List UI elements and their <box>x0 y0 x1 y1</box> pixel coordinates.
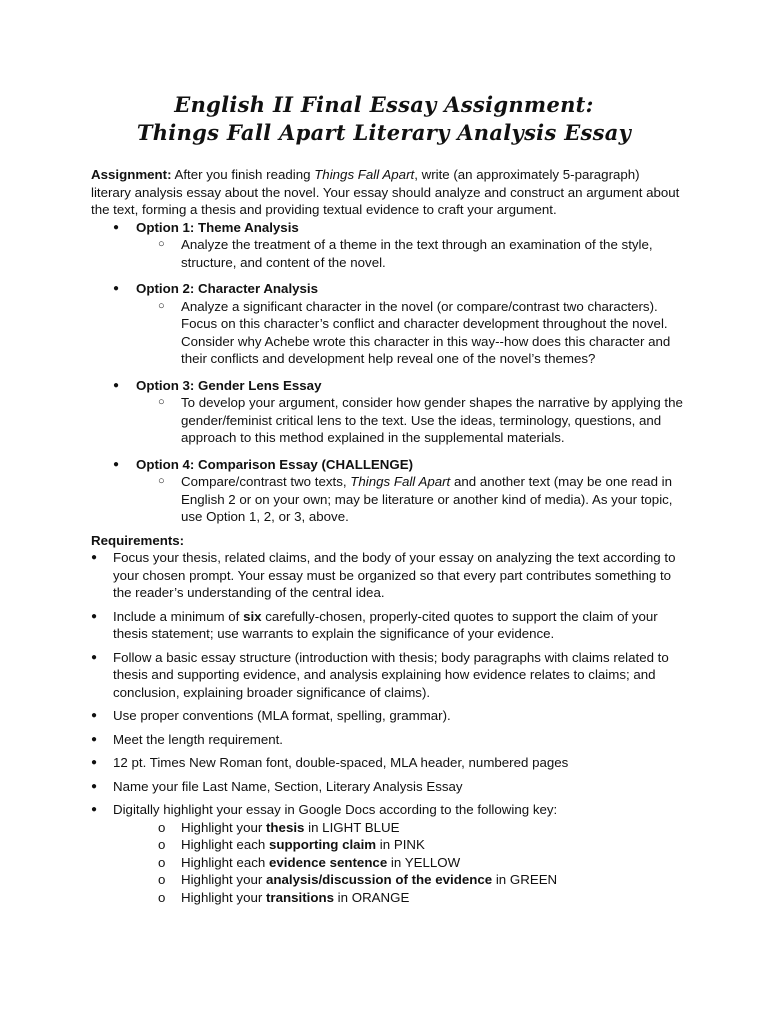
spacer <box>91 271 683 280</box>
option-3-desc-text: To develop your argument, consider how gender shapes the narrative by applying the gender/feminist critical lens to the text. Use the ideas, terminology, questions, and approach to this method explained in the supplemental materials. <box>181 395 683 445</box>
highlight-key-item-analysis <box>91 871 683 889</box>
highlight-pre: Highlight your <box>181 872 266 887</box>
option-2 <box>91 280 683 368</box>
bullet-icon: ● <box>91 733 98 745</box>
option-4 <box>91 456 683 526</box>
requirement-5-text: Meet the length requirement. <box>113 731 284 747</box>
o-bullet-icon: o <box>158 872 166 887</box>
requirement-1-text: Focus your thesis, related claims, and the body of your essay on analyzing the text according to your chosen prompt. Your essay must be organized so that every part contributes something to the reader’s understanding of the central idea. <box>113 550 676 600</box>
requirement-4 <box>91 707 683 725</box>
spacer <box>91 447 683 456</box>
requirement-5 <box>91 731 683 749</box>
assignment-book-title: Things Fall Apart <box>314 167 415 182</box>
bullet-icon: ● <box>91 780 98 792</box>
bullet-icon: ● <box>91 804 98 815</box>
requirement-2 <box>91 608 683 643</box>
option-4-book-title: Things Fall Apart <box>350 474 451 489</box>
assignment-label: Assignment: <box>91 167 172 182</box>
requirement-3 <box>91 649 683 702</box>
highlight-key-item-claim <box>91 836 683 854</box>
bullet-icon: ● <box>91 710 98 721</box>
option-1 <box>91 219 683 272</box>
option-4-title: Option 4: Comparison Essay (CHALLENGE) <box>136 456 414 472</box>
document-title-line-2: Things Fall Apart Literary Analysis Essay <box>136 120 632 145</box>
highlight-bold: thesis <box>266 819 305 835</box>
highlight-post: in PINK <box>376 837 425 852</box>
circle-bullet-icon: ○ <box>158 475 165 487</box>
requirement-2-post: carefully-chosen, properly-cited quotes to support the claim of your thesis statement; use warrants to explain the significance of your evidence. <box>113 608 658 641</box>
highlight-key-item-evidence <box>91 854 683 872</box>
bullet-icon: ● <box>91 610 98 622</box>
assignment-paragraph <box>91 166 683 219</box>
requirement-2-pre: Include a minimum of <box>113 608 244 624</box>
highlight-pre: Highlight each <box>181 854 269 870</box>
assignment-text-2: , write (an approximately 5-paragraph) literary analysis essay about the novel. Your essay should analyze and construct an argument about the text, forming a thesis and providing textual evidence to craft your argument. <box>91 167 680 217</box>
option-3-description <box>136 394 683 447</box>
requirement-6-text: 12 pt. Times New Roman font, double-spaced, MLA header, numbered pages <box>113 755 569 770</box>
highlight-pre: Highlight your <box>181 889 266 905</box>
highlight-key-item-transitions <box>91 889 683 907</box>
o-bullet-icon: o <box>158 889 166 905</box>
highlight-pre: Highlight your <box>181 819 266 835</box>
highlight-post: in GREEN <box>492 872 558 887</box>
circle-bullet-icon: ○ <box>158 396 165 408</box>
bullet-icon: ● <box>91 552 98 563</box>
option-2-description <box>136 298 683 368</box>
option-2-title: Option 2: Character Analysis <box>136 281 319 296</box>
requirement-8 <box>91 801 683 819</box>
highlight-bold: evidence sentence <box>268 854 388 870</box>
requirement-7-text: Name your file Last Name, Section, Literary Analysis Essay <box>113 778 463 794</box>
requirement-3-text: Follow a basic essay structure (introduction with thesis; body paragraphs with claims related to thesis and supporting evidence, and analysis explaining how evidence relates to claims; and conclusion, explaining broader significance of claims). <box>113 649 669 700</box>
o-bullet-icon: o <box>158 854 166 870</box>
circle-bullet-icon: ○ <box>158 299 165 312</box>
highlight-bold: analysis/discussion of the evidence <box>266 872 493 887</box>
circle-bullet-icon: ○ <box>158 238 165 250</box>
highlight-post: in ORANGE <box>333 889 410 905</box>
highlight-key-item-thesis <box>91 819 683 837</box>
highlight-bold: transitions <box>266 889 334 905</box>
bullet-icon: ● <box>91 757 98 768</box>
assignment-text-1: After you finish reading <box>171 167 315 182</box>
option-4-desc-post: and another text (may be one read in English 2 or on your own; may be literature or another kind of media). As your topic, use Option 1, 2, or 3, above. <box>181 474 673 524</box>
document-title-line-1: English II Final Essay Assignment: <box>174 92 594 117</box>
highlight-post: in YELLOW <box>387 854 461 870</box>
requirement-6 <box>91 754 683 772</box>
requirement-1 <box>91 549 683 602</box>
option-2-desc-text: Analyze a significant character in the novel (or compare/contrast two characters). Focus on this character’s conflict and character development throughout the novel. Consider why Achebe wrote this character in this way--how does this character and their conflicts and development help reveal one of the novel’s themes? <box>181 298 671 366</box>
bullet-icon: ● <box>113 458 120 470</box>
option-4-desc-pre: Compare/contrast two texts, <box>181 474 351 489</box>
requirement-2-bold: six <box>243 608 262 624</box>
option-3-title: Option 3: Gender Lens Essay <box>136 377 322 393</box>
o-bullet-icon: o <box>158 837 166 852</box>
o-bullet-icon: o <box>158 819 166 835</box>
requirement-7 <box>91 778 683 796</box>
requirement-4-text: Use proper conventions (MLA format, spelling, grammar). <box>113 708 451 723</box>
document-body <box>91 166 683 906</box>
highlight-pre: Highlight each <box>181 837 269 852</box>
option-1-description <box>136 236 683 271</box>
requirements-heading: Requirements: <box>91 532 185 548</box>
option-1-title: Option 1: Theme Analysis <box>136 219 299 235</box>
bullet-icon: ● <box>113 379 120 391</box>
highlight-post: in LIGHT BLUE <box>304 819 400 835</box>
requirement-8-text: Digitally highlight your essay in Google Docs according to the following key: <box>113 802 558 817</box>
bullet-icon: ● <box>113 221 120 233</box>
spacer <box>91 368 683 377</box>
bullet-icon: ● <box>91 651 98 663</box>
highlight-bold: supporting claim <box>268 837 377 852</box>
option-3 <box>91 377 683 447</box>
option-4-description <box>136 473 683 526</box>
bullet-icon: ● <box>113 283 120 294</box>
option-1-desc-text: Analyze the treatment of a theme in the text through an examination of the style, structure, and content of the novel. <box>181 237 653 270</box>
